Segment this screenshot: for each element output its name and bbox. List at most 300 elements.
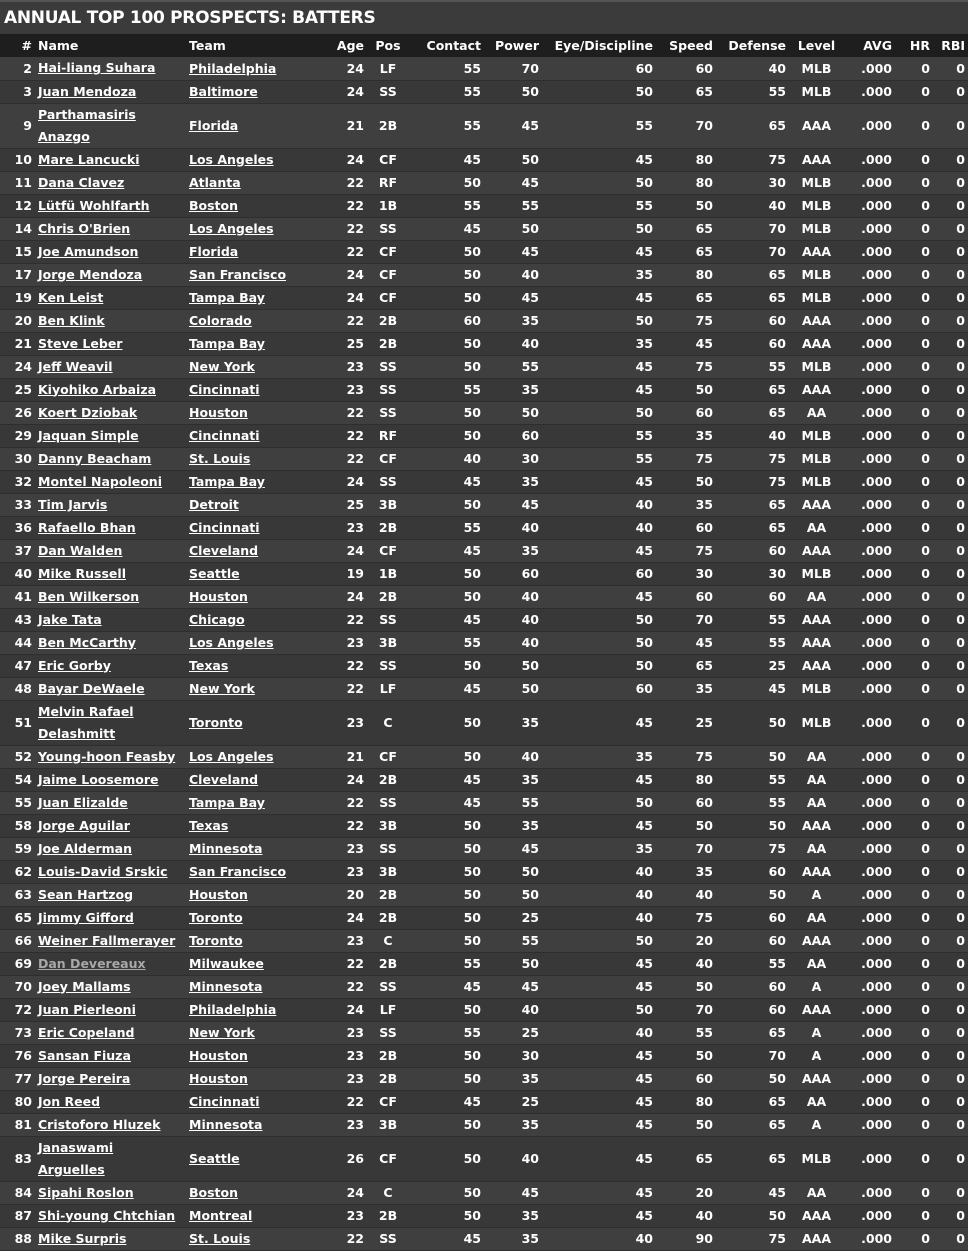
cell-contact: 50 [463,1185,481,1200]
team-link[interactable]: Milwaukee [189,956,264,971]
player-name-link[interactable]: Jon Reed [38,1093,101,1109]
cell-age: 23 [346,715,364,730]
cell-eye-discipline: 45 [635,979,653,994]
cell-power: 40 [521,1002,539,1017]
cell-contact: 55 [463,635,481,650]
team-link[interactable]: Colorado [189,313,252,328]
player-name-link[interactable]: Sansan Fiuza [38,1047,131,1063]
team-link[interactable]: Houston [189,1048,248,1063]
cell-speed: 80 [695,152,713,167]
team-link[interactable]: Los Angeles [189,152,274,167]
player-name-link[interactable]: Joe Amundson [38,243,139,259]
cell-speed: 60 [695,520,713,535]
team-link[interactable]: St. Louis [189,1231,251,1246]
cell-age: 26 [346,1151,364,1166]
player-name-link[interactable]: Tim Jarvis [38,496,108,512]
column-header-name[interactable]: Name [38,38,79,53]
column-header-rank[interactable]: # [21,38,32,53]
table-row[interactable] [0,80,968,103]
cell-avg: .000 [861,841,892,856]
cell-age: 22 [346,612,364,627]
cell-speed: 55 [695,1025,713,1040]
cell-rank: 83 [14,1151,32,1166]
team-link[interactable]: Chicago [189,612,245,627]
team-link[interactable]: Minnesota [189,979,263,994]
team-link[interactable]: Cleveland [189,772,259,787]
team-link[interactable]: Detroit [189,497,239,512]
cell-age: 22 [346,244,364,259]
cell-avg: .000 [861,887,892,902]
team-link[interactable]: Houston [189,887,248,902]
cell-pos: 3B [378,635,398,650]
cell-rbi: 0 [956,451,965,466]
cell-pos: 2B [378,910,398,925]
team-link[interactable]: Florida [189,244,239,259]
team-link[interactable]: Boston [189,198,239,213]
cell-hr: 0 [921,1231,930,1246]
player-name-link[interactable]: Ben McCarthy [38,634,136,650]
cell-speed: 80 [695,772,713,787]
player-name-link[interactable]: Chris O'Brien [38,220,131,236]
player-name-link[interactable]: Lütfü Wohlfarth [38,197,150,213]
cell-power: 40 [521,1151,539,1166]
player-name-link[interactable]: Jorge Aguilar [38,817,130,833]
team-link[interactable]: Cincinnati [189,428,260,443]
player-name-link[interactable]: Janaswami Arguelles [38,1139,114,1177]
cell-speed: 25 [695,715,713,730]
cell-age: 23 [346,841,364,856]
cell-level: AAA [801,933,832,948]
cell-power: 35 [521,313,539,328]
cell-age: 20 [346,887,364,902]
player-name-link[interactable]: Juan Mendoza [38,83,137,99]
cell-rbi: 0 [956,118,965,133]
table-row[interactable] [0,401,968,424]
cell-eye-discipline: 50 [635,221,653,236]
table-row[interactable] [0,194,968,217]
cell-defense: 75 [768,1231,786,1246]
cell-name [35,171,186,194]
cell-pos: 3B [378,497,398,512]
cell-rbi: 0 [956,520,965,535]
cell-avg: .000 [861,1117,892,1132]
cell-contact: 45 [463,543,481,558]
team-link[interactable]: St. Louis [189,451,251,466]
player-name-link[interactable]: Mare Lancucki [38,151,140,167]
player-name-link[interactable]: Joe Alderman [38,840,132,856]
column-header-pos[interactable]: Pos [375,38,401,53]
cell-defense: 60 [768,979,786,994]
player-name-link[interactable]: Jaquan Simple [38,427,139,443]
player-name-link[interactable]: Sean Hartzog [38,886,134,902]
player-name-link[interactable]: Jorge Pereira [38,1070,131,1086]
table-row[interactable] [0,57,968,80]
player-name-link[interactable]: Ken Leist [38,289,104,305]
cell-rbi: 0 [956,1048,965,1063]
table-body [0,57,968,1250]
cell-contact: 50 [463,749,481,764]
player-name-link[interactable]: Joey Mallams [38,978,131,994]
cell-speed: 80 [695,1094,713,1109]
column-header-speed[interactable]: Speed [669,38,713,53]
cell-pos: 2B [378,1048,398,1063]
cell-defense: 40 [768,428,786,443]
table-row[interactable] [0,998,968,1021]
column-header-eye-discipline[interactable]: Eye/Discipline [554,38,653,53]
cell-power: 30 [521,451,539,466]
team-link[interactable]: New York [189,1025,255,1040]
cell-name [35,837,186,860]
cell-defense: 30 [768,566,786,581]
table-row[interactable] [0,837,968,860]
cell-team [186,217,320,240]
player-name-link[interactable]: Jorge Mendoza [38,266,143,282]
table-row[interactable] [0,1113,968,1136]
player-name-link[interactable]: Jeff Weavil [38,358,113,374]
team-link[interactable]: New York [189,359,255,374]
column-header-defense[interactable]: Defense [728,38,786,53]
team-link[interactable]: Philadelphia [189,60,277,76]
cell-power: 40 [521,336,539,351]
team-link[interactable]: Los Angeles [189,635,274,650]
table-row[interactable] [0,677,968,700]
cell-contact: 45 [463,681,481,696]
team-link[interactable]: Houston [189,589,248,604]
cell-power: 45 [521,290,539,305]
table-row[interactable] [0,906,968,929]
cell-avg: .000 [861,1185,892,1200]
team-link[interactable]: Texas [189,658,229,673]
player-name-link[interactable]: Juan Pierleoni [38,1001,136,1017]
column-header-contact[interactable]: Contact [426,38,481,53]
cell-pos: 2B [378,313,398,328]
player-name-link[interactable]: Jimmy Gifford [38,909,134,925]
table-row[interactable] [0,263,968,286]
table-row[interactable] [0,378,968,401]
team-link[interactable]: Baltimore [189,84,258,99]
cell-contact: 40 [463,451,481,466]
table-row[interactable] [0,309,968,332]
table-row[interactable] [0,1090,968,1113]
team-link[interactable]: Montreal [189,1208,253,1223]
column-header-power[interactable]: Power [495,38,539,53]
cell-contact: 45 [463,612,481,627]
cell-eye-discipline: 50 [635,405,653,420]
player-name-link[interactable]: Shi-young Chtchian [38,1207,176,1223]
team-link[interactable]: Cleveland [189,543,259,558]
cell-rbi: 0 [956,175,965,190]
table-row[interactable] [0,447,968,470]
cell-speed: 65 [695,221,713,236]
player-name-link[interactable]: Mike Surpris [38,1230,127,1246]
cell-speed: 60 [695,1071,713,1086]
player-name-link[interactable]: Bayar DeWaele [38,680,145,696]
table-row[interactable] [0,608,968,631]
cell-age: 24 [346,290,364,305]
cell-hr: 0 [921,1025,930,1040]
team-link[interactable]: Minnesota [189,1117,263,1132]
cell-name [35,1090,186,1113]
team-link[interactable]: Houston [189,1071,248,1086]
cell-rank: 43 [14,612,32,627]
cell-rank: 36 [14,520,32,535]
table-row[interactable] [0,952,968,975]
team-link[interactable]: Tampa Bay [189,474,265,489]
cell-eye-discipline: 55 [635,118,653,133]
player-name-link[interactable]: Dan Walden [38,542,123,558]
cell-speed: 70 [695,612,713,627]
table-row[interactable] [0,814,968,837]
cell-rbi: 0 [956,979,965,994]
table-row[interactable] [0,1136,968,1181]
team-link[interactable]: Philadelphia [189,1002,277,1017]
table-row[interactable] [0,1067,968,1090]
cell-pos: CF [379,749,397,764]
cell-power: 50 [521,681,539,696]
table-row[interactable] [0,539,968,562]
player-name-link[interactable]: Mike Russell [38,565,126,581]
cell-pos: SS [379,474,397,489]
team-link[interactable]: Florida [189,118,239,133]
team-link[interactable]: San Francisco [189,864,287,879]
table-row[interactable] [0,470,968,493]
table-row[interactable] [0,424,968,447]
player-name-link[interactable]: Koert Dziobak [38,404,138,420]
cell-team [186,194,320,217]
player-name-link[interactable]: Ben Wilkerson [38,588,140,604]
table-row[interactable] [0,332,968,355]
cell-contact: 45 [463,1231,481,1246]
cell-rbi: 0 [956,1071,965,1086]
column-header-hr[interactable]: HR [909,38,930,53]
table-row[interactable] [0,768,968,791]
column-header-level[interactable]: Level [797,38,836,53]
cell-contact: 50 [463,497,481,512]
cell-avg: .000 [861,795,892,810]
cell-team [186,57,320,80]
cell-defense: 60 [768,933,786,948]
player-name-link[interactable]: Kiyohiko Arbaiza [38,381,157,397]
player-name-link[interactable]: Young-hoon Feasby [38,748,176,764]
cell-eye-discipline: 40 [635,864,653,879]
player-name-link[interactable]: Louis-David Srskic [38,863,168,879]
cell-name [35,700,186,745]
cell-pos: CF [379,1151,397,1166]
team-link[interactable]: Tampa Bay [189,290,265,305]
table-row[interactable] [0,240,968,263]
cell-name [35,217,186,240]
cell-team [186,539,320,562]
cell-age: 22 [346,1094,364,1109]
cell-team [186,1204,320,1227]
cell-avg: .000 [861,520,892,535]
team-link[interactable]: Boston [189,1185,239,1200]
cell-eye-discipline: 45 [635,543,653,558]
cell-level: MLB [801,60,832,76]
cell-power: 35 [521,1071,539,1086]
table-row[interactable] [0,1021,968,1044]
cell-team [186,1067,320,1090]
player-name-link[interactable]: Steve Leber [38,335,123,351]
cell-hr: 0 [921,818,930,833]
cell-power: 45 [521,497,539,512]
cell-pos: SS [379,405,397,420]
cell-avg: .000 [861,290,892,305]
team-link[interactable]: Toronto [189,715,243,730]
table-row[interactable] [0,516,968,539]
team-link[interactable]: Cincinnati [189,382,260,397]
cell-defense: 70 [768,244,786,259]
cell-contact: 45 [463,1094,481,1109]
player-name-link[interactable]: Dana Clavez [38,174,125,190]
team-link[interactable]: Cincinnati [189,520,260,535]
cell-rbi: 0 [956,313,965,328]
table-row[interactable] [0,1227,968,1250]
player-name-link[interactable]: Dan Devereaux [38,955,146,971]
table-row[interactable] [0,562,968,585]
player-name-link[interactable]: Ben Klink [38,312,105,328]
player-name-link[interactable]: Danny Beacham [38,450,152,466]
table-row[interactable] [0,355,968,378]
team-link[interactable]: Tampa Bay [189,336,265,351]
table-row[interactable] [0,103,968,148]
cell-hr: 0 [921,1048,930,1063]
table-row[interactable] [0,654,968,677]
cell-defense: 55 [768,772,786,787]
table-row[interactable] [0,148,968,171]
cell-pos: 2B [378,772,398,787]
cell-rbi: 0 [956,1002,965,1017]
team-link[interactable]: Los Angeles [189,221,274,236]
cell-defense: 70 [768,221,786,236]
player-name-link[interactable]: Jake Tata [38,611,102,627]
player-name-link[interactable]: Parthamasiris Anazgo [38,106,136,144]
column-header-age[interactable]: Age [336,38,364,53]
player-name-link[interactable]: Weiner Fallmerayer [38,932,176,948]
team-link[interactable]: Houston [189,405,248,420]
player-name-link[interactable]: Eric Copeland [38,1024,135,1040]
team-link[interactable]: Tampa Bay [189,795,265,810]
cell-pos: SS [379,221,397,236]
cell-rbi: 0 [956,244,965,259]
cell-level: AAA [801,635,832,650]
cell-hr: 0 [921,715,930,730]
cell-hr: 0 [921,451,930,466]
team-link[interactable]: Los Angeles [189,749,274,764]
cell-level: A [811,1025,822,1040]
cell-eye-discipline: 50 [635,84,653,99]
cell-eye-discipline: 40 [635,887,653,902]
cell-defense: 60 [768,589,786,604]
cell-name [35,80,186,103]
cell-pos: CF [379,543,397,558]
cell-defense: 70 [768,1048,786,1063]
cell-pos: 1B [378,566,398,581]
cell-avg: .000 [861,543,892,558]
cell-avg: .000 [861,244,892,259]
table-row[interactable] [0,975,968,998]
cell-name [35,998,186,1021]
player-name-link[interactable]: Melvin Rafael Delashmitt [38,703,134,741]
cell-name [35,906,186,929]
cell-hr: 0 [921,772,930,787]
table-row[interactable] [0,217,968,240]
cell-name [35,194,186,217]
table-row[interactable] [0,791,968,814]
player-name-link[interactable]: Hai-liang Suhara [38,60,156,76]
player-name-link[interactable]: Eric Gorby [38,657,111,673]
cell-contact: 50 [463,589,481,604]
team-link[interactable]: San Francisco [189,267,287,282]
team-link[interactable]: Atlanta [189,175,241,190]
cell-pos: SS [379,84,397,99]
cell-speed: 35 [695,497,713,512]
player-name-link[interactable]: Montel Napoleoni [38,473,162,489]
team-link[interactable]: New York [189,681,255,696]
cell-power: 35 [521,1208,539,1223]
column-header-team[interactable]: Team [189,38,226,53]
team-link[interactable]: Seattle [189,566,240,581]
cell-avg: .000 [861,749,892,764]
cell-eye-discipline: 40 [635,1231,653,1246]
cell-contact: 50 [463,244,481,259]
cell-hr: 0 [921,1071,930,1086]
table-row[interactable] [0,585,968,608]
cell-contact: 50 [463,566,481,581]
team-link[interactable]: Toronto [189,910,243,925]
column-header-rbi[interactable]: RBI [941,38,965,53]
cell-rbi: 0 [956,841,965,856]
cell-level: A [811,979,822,994]
cell-level: MLB [801,290,832,305]
table-row[interactable] [0,1181,968,1204]
table-row[interactable] [0,883,968,906]
table-row[interactable] [0,171,968,194]
cell-name [35,677,186,700]
table-row[interactable] [0,1044,968,1067]
team-link[interactable]: Toronto [189,933,243,948]
column-header-avg[interactable]: AVG [863,38,892,53]
table-row[interactable] [0,745,968,768]
cell-rank: 10 [14,152,32,167]
cell-speed: 40 [695,956,713,971]
cell-hr: 0 [921,1094,930,1109]
table-row[interactable] [0,1204,968,1227]
cell-level: AAA [801,543,832,558]
table-row[interactable] [0,929,968,952]
cell-speed: 50 [695,979,713,994]
table-row[interactable] [0,700,968,745]
player-name-link[interactable]: Jaime Loosemore [38,771,159,787]
team-link[interactable]: Minnesota [189,841,263,856]
cell-pos: 2B [378,118,398,133]
cell-team [186,585,320,608]
player-name-link[interactable]: Sipahi Roslon [38,1184,134,1200]
table-row[interactable] [0,860,968,883]
table-row[interactable] [0,286,968,309]
player-name-link[interactable]: Juan Elizalde [38,794,128,810]
cell-level: AA [806,1094,827,1109]
team-link[interactable]: Seattle [189,1151,240,1166]
cell-team [186,493,320,516]
table-row[interactable] [0,631,968,654]
player-name-link[interactable]: Cristoforo Hluzek [38,1116,161,1132]
team-link[interactable]: Cincinnati [189,1094,260,1109]
player-name-link[interactable]: Rafaello Bhan [38,519,136,535]
cell-team [186,745,320,768]
team-link[interactable]: Texas [189,818,229,833]
table-row[interactable] [0,493,968,516]
